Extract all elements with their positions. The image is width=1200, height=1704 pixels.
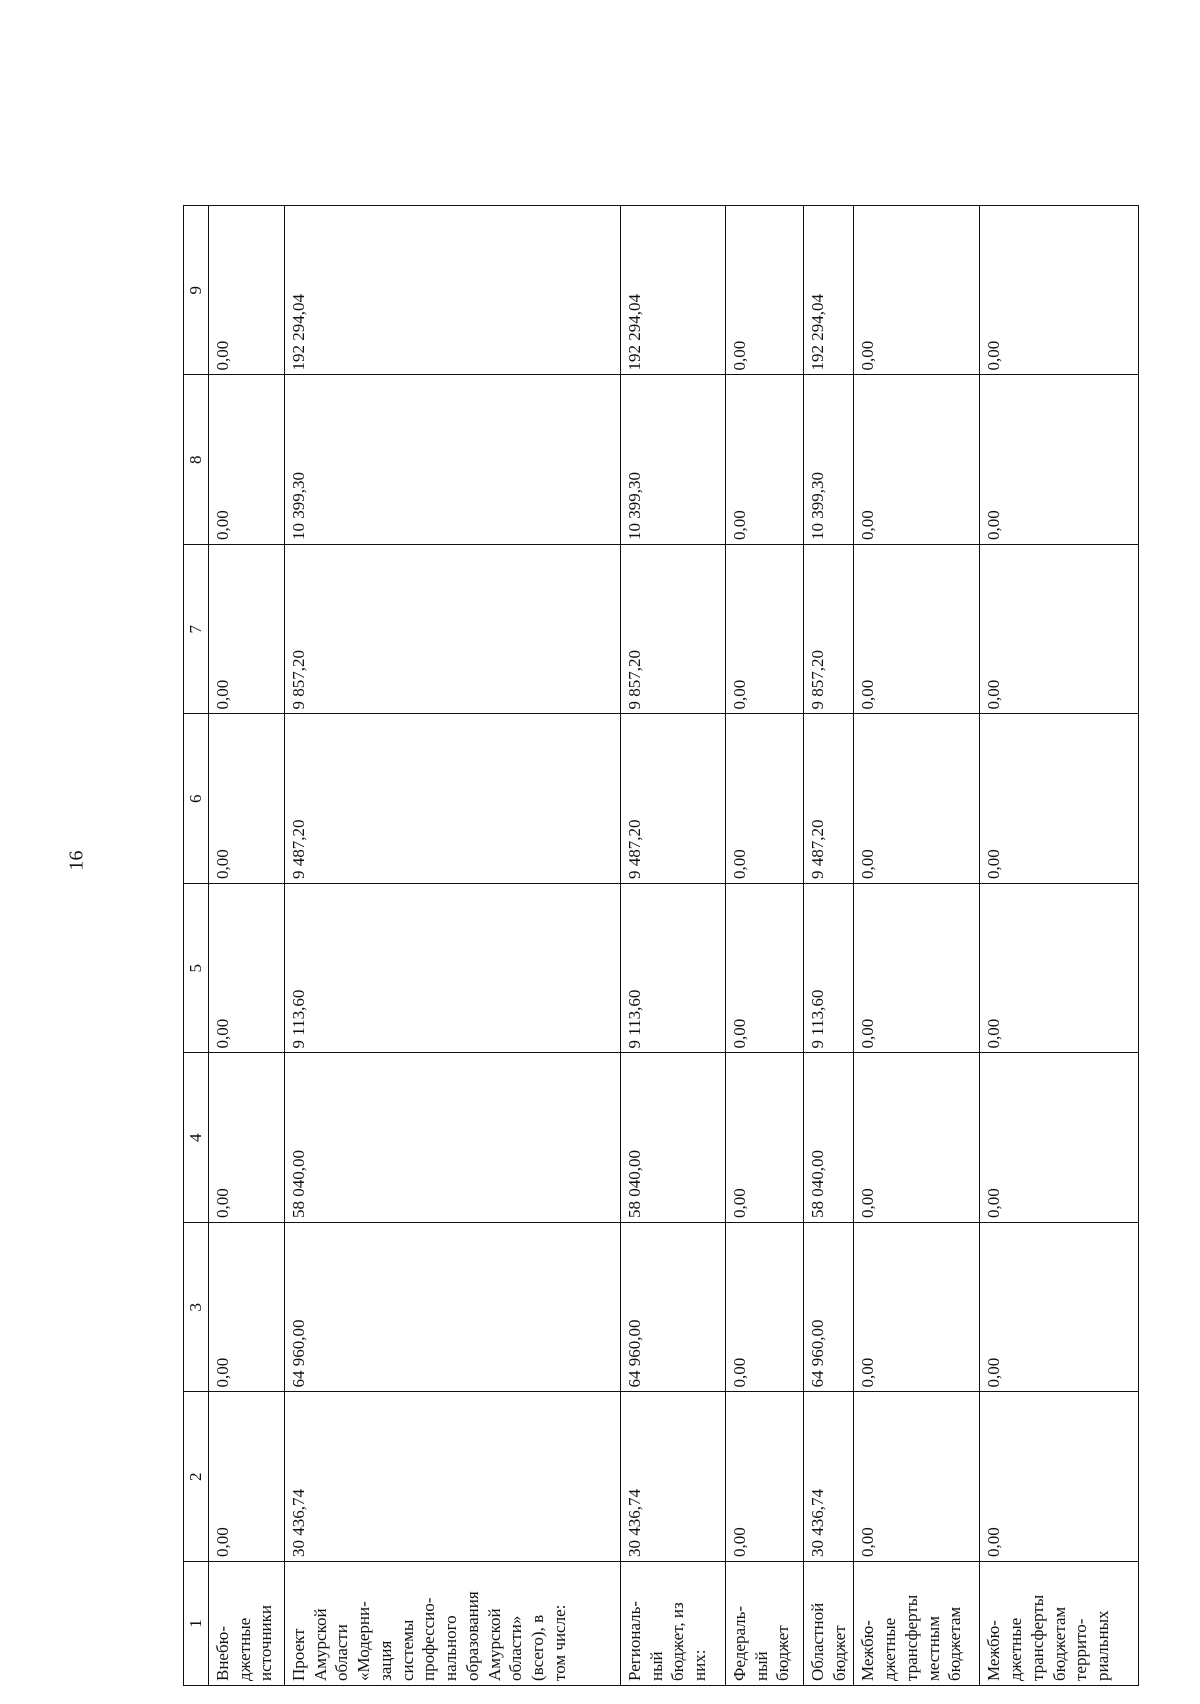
table-cell: 0,00: [208, 1392, 284, 1562]
table-cell: 9 487,20: [284, 714, 620, 884]
column-header: 6: [184, 714, 209, 884]
table-cell: 10 399,30: [620, 375, 725, 545]
table-cell: 30 436,74: [803, 1392, 854, 1562]
table-cell: 0,00: [854, 884, 980, 1054]
table-cell: 192 294,04: [620, 206, 725, 376]
column-header: 3: [184, 1223, 209, 1393]
table-cell: 9 487,20: [803, 714, 854, 884]
row-label: Региональ- ный бюджет, из них:: [620, 1562, 725, 1686]
table-cell: 0,00: [725, 375, 803, 545]
table-cell: 0,00: [725, 545, 803, 715]
table-cell: 0,00: [725, 206, 803, 376]
table-cell: 58 040,00: [284, 1053, 620, 1223]
table-cell: 0,00: [208, 375, 284, 545]
table-cell: 0,00: [980, 545, 1139, 715]
column-header: 4: [184, 1053, 209, 1223]
table-cell: 30 436,74: [620, 1392, 725, 1562]
table-cell: 0,00: [854, 375, 980, 545]
table-cell: 9 487,20: [620, 714, 725, 884]
table-cell: 9 113,60: [620, 884, 725, 1054]
table-cell: 0,00: [980, 1053, 1139, 1223]
table-cell: 0,00: [208, 1053, 284, 1223]
table-cell: 0,00: [980, 375, 1139, 545]
table-cell: 0,00: [854, 206, 980, 376]
table-cell: 0,00: [980, 1223, 1139, 1393]
row-label: Областной бюджет: [803, 1562, 854, 1686]
table-row: [803, 206, 854, 1686]
table-row: [208, 206, 284, 1686]
row-label: Проект Амурской области «Модерни- зация системы профессио- нального образования Амурской области» (всего), в том числе:: [284, 1562, 620, 1686]
table-cell: 30 436,74: [284, 1392, 620, 1562]
table-body: [208, 206, 1139, 1686]
table-cell: 0,00: [725, 884, 803, 1054]
row-label: Внебю- джетные источники: [208, 1562, 284, 1686]
table-cell: 0,00: [208, 206, 284, 376]
budget-table: [183, 205, 1139, 1686]
table-cell: 9 857,20: [803, 545, 854, 715]
table-cell: 0,00: [854, 1223, 980, 1393]
table-cell: 10 399,30: [803, 375, 854, 545]
row-label: Межбю- джетные трансферты местным бюджетам: [854, 1562, 980, 1686]
table-row: [620, 206, 725, 1686]
table-cell: 58 040,00: [620, 1053, 725, 1223]
page-number: 16: [65, 850, 88, 870]
table-cell: 0,00: [854, 1053, 980, 1223]
table-row: [854, 206, 980, 1686]
table-cell: 64 960,00: [620, 1223, 725, 1393]
table-cell: 10 399,30: [284, 375, 620, 545]
table-cell: 192 294,04: [284, 206, 620, 376]
table-cell: 192 294,04: [803, 206, 854, 376]
table-cell: 0,00: [980, 884, 1139, 1054]
header-row: [184, 206, 209, 1686]
table-cell: 0,00: [980, 206, 1139, 376]
table-cell: 0,00: [208, 545, 284, 715]
column-header: 2: [184, 1392, 209, 1562]
row-label: Федераль- ный бюджет: [725, 1562, 803, 1686]
table-cell: 9 113,60: [284, 884, 620, 1054]
table-cell: 0,00: [854, 714, 980, 884]
column-header: 5: [184, 884, 209, 1054]
table-cell: 0,00: [725, 1223, 803, 1393]
table-cell: 0,00: [208, 714, 284, 884]
rotated-table-container: [183, 206, 1133, 1686]
table-cell: 0,00: [980, 714, 1139, 884]
column-header: 1: [184, 1562, 209, 1686]
table-cell: 64 960,00: [803, 1223, 854, 1393]
table-cell: 0,00: [854, 1392, 980, 1562]
table-row: [725, 206, 803, 1686]
table-cell: 0,00: [725, 1392, 803, 1562]
table-cell: 0,00: [208, 1223, 284, 1393]
table-cell: 0,00: [208, 884, 284, 1054]
table-cell: 0,00: [854, 545, 980, 715]
table-cell: 58 040,00: [803, 1053, 854, 1223]
table-row: [980, 206, 1139, 1686]
column-header: 8: [184, 375, 209, 545]
table-row: [284, 206, 620, 1686]
table-cell: 64 960,00: [284, 1223, 620, 1393]
table-cell: 0,00: [980, 1392, 1139, 1562]
table-cell: 9 113,60: [803, 884, 854, 1054]
row-label: Межбю- джетные трансферты бюджетам террито- риальных: [980, 1562, 1139, 1686]
table-cell: 0,00: [725, 714, 803, 884]
table-cell: 0,00: [725, 1053, 803, 1223]
table-cell: 9 857,20: [620, 545, 725, 715]
column-header: 7: [184, 545, 209, 715]
column-header: 9: [184, 206, 209, 376]
table-cell: 9 857,20: [284, 545, 620, 715]
